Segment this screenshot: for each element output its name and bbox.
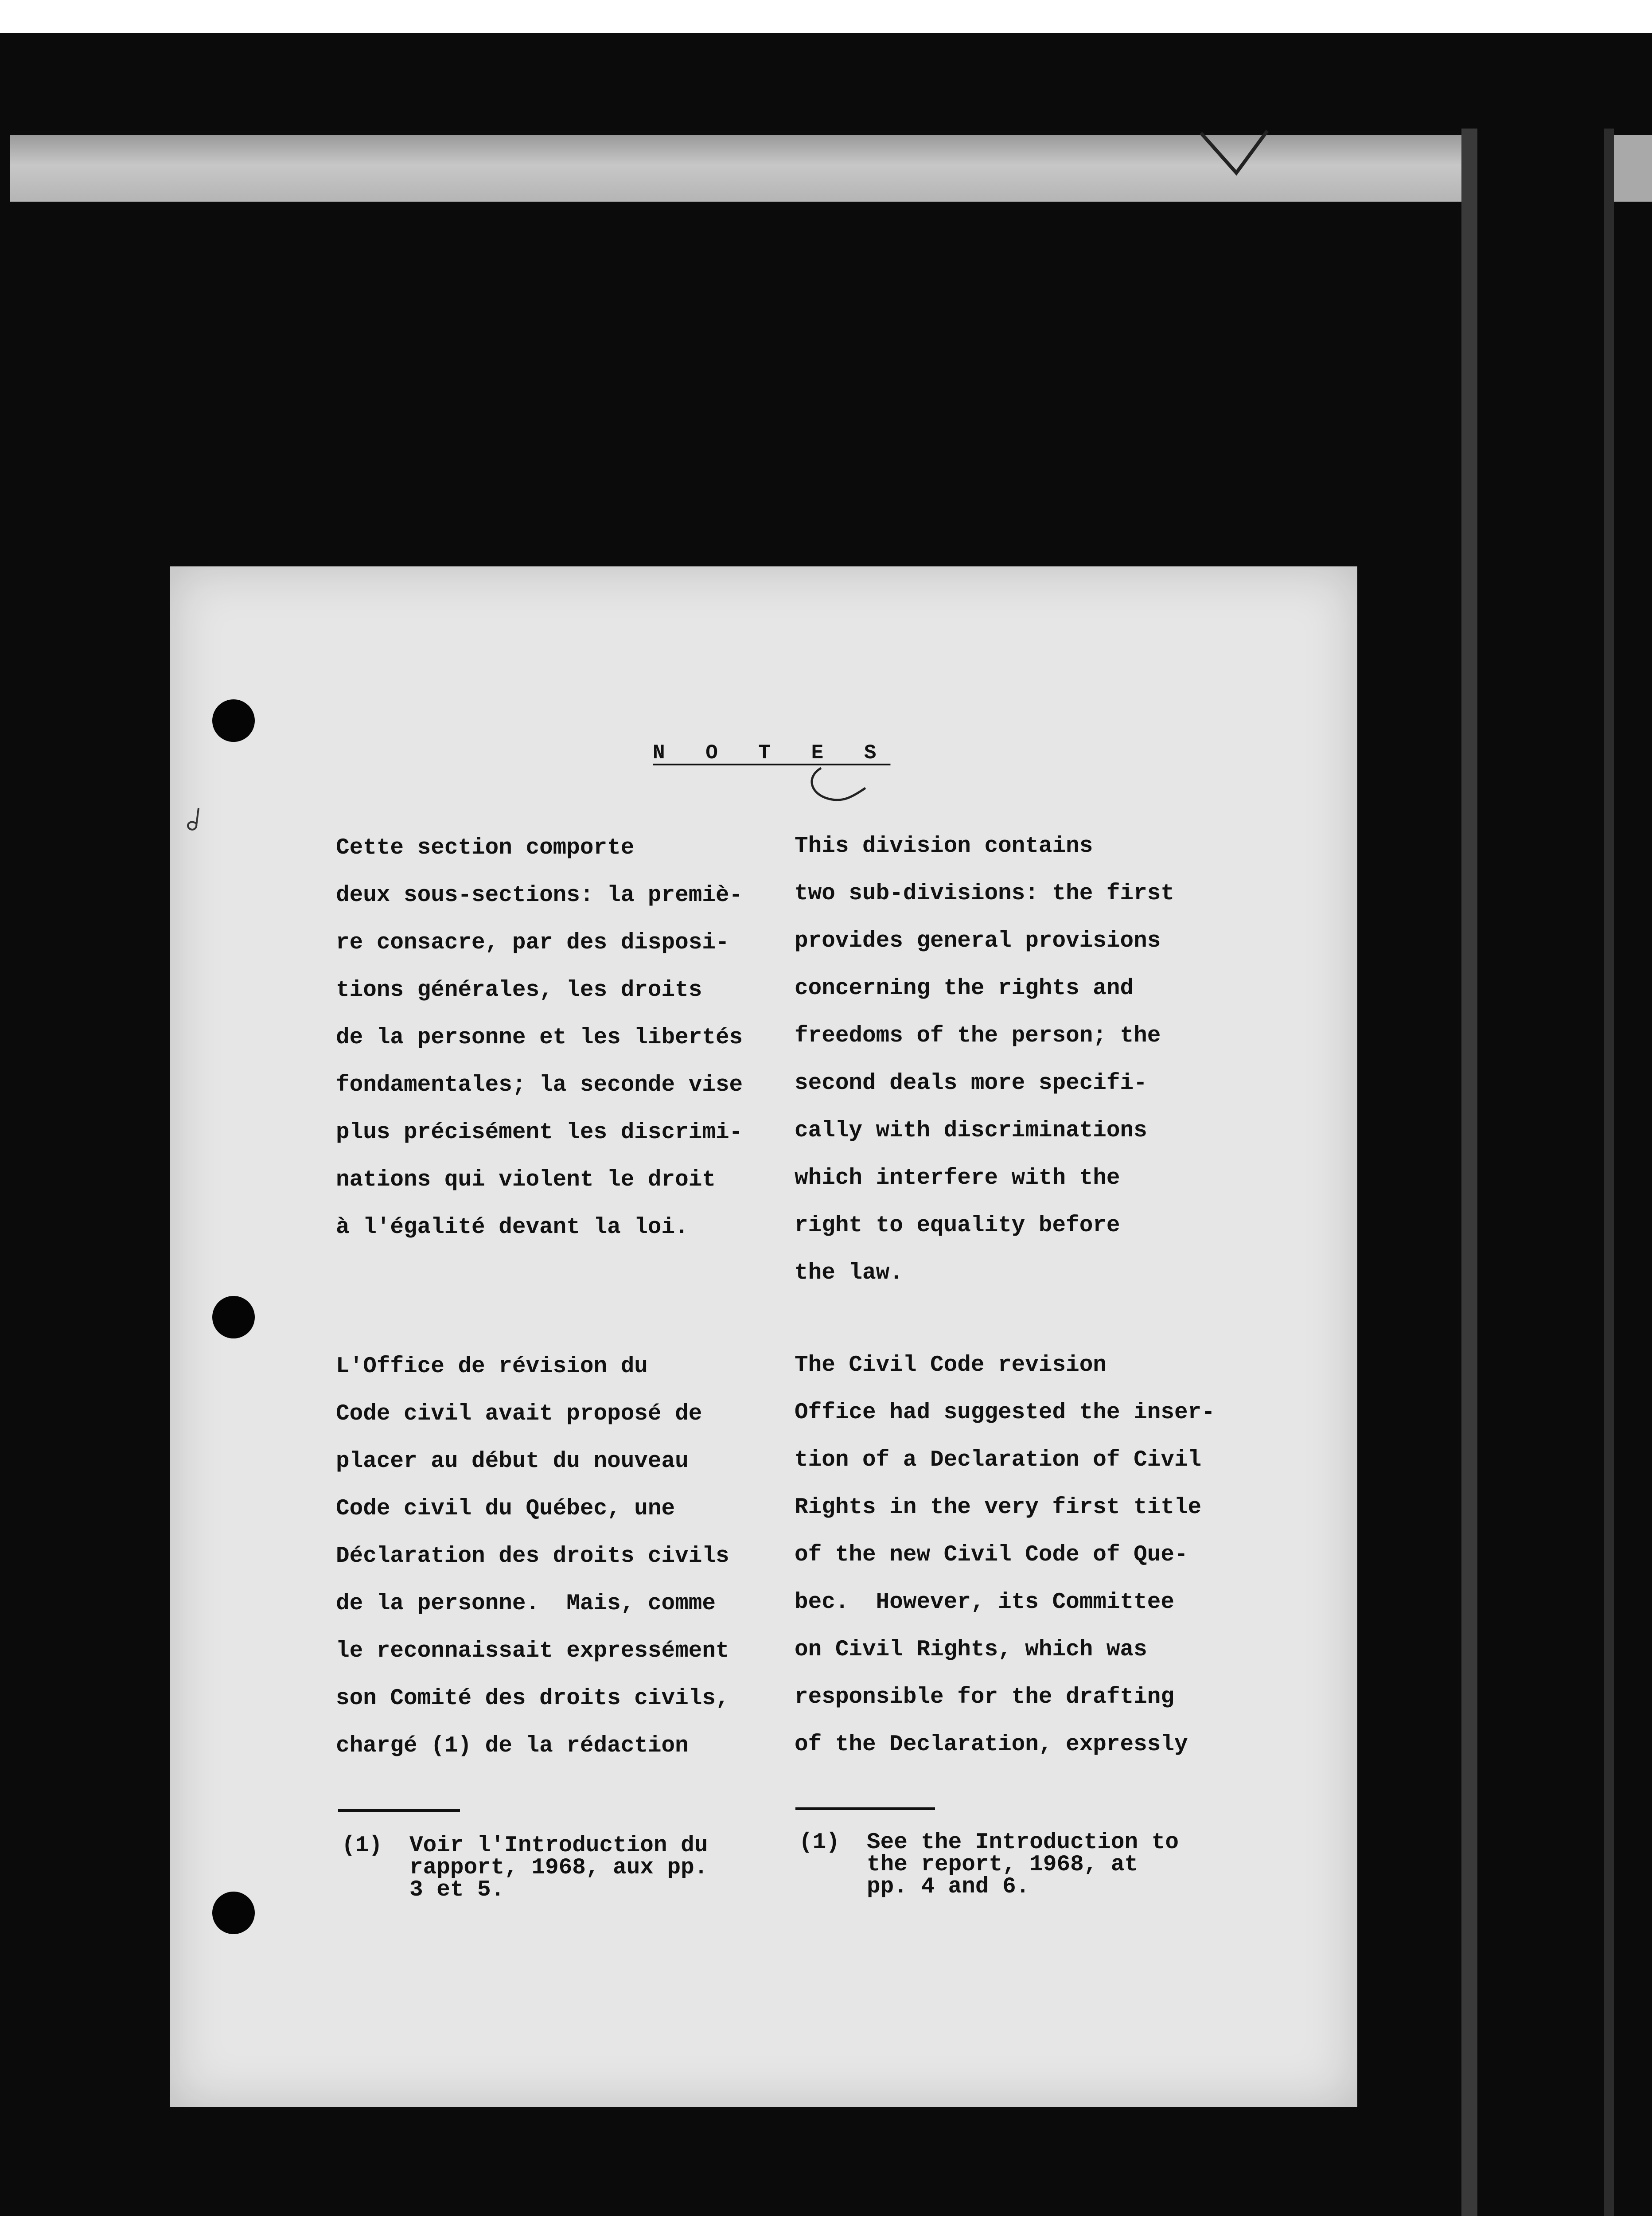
punch-hole-top xyxy=(212,699,255,742)
french-paragraph-2: L'Office de révision du Code civil avait proposé de placer au début du nouveau Code civil du Québec, une Déclaration des droits civils de la personne. Mais, comme le reconnaissait expressément son Comité des droits civils, chargé (1) de la rédaction xyxy=(336,1354,729,1759)
pen-squiggle-icon xyxy=(803,761,870,810)
frame-edge xyxy=(1461,129,1477,2216)
film-top-band-next-frame xyxy=(1613,135,1652,202)
check-mark-icon xyxy=(1196,129,1272,177)
document-page xyxy=(170,566,1357,2107)
punch-hole-middle xyxy=(212,1296,255,1338)
punch-hole-bottom xyxy=(212,1892,255,1934)
french-paragraph-1: Cette section comporte deux sous-sections: la premiè- re consacre, par des disposi- tions générales, les droits de la personne et les libertés fondamentales; la seconde vise plus précisément les discrimi- nations qui violent le droit à l'égalité devant la loi. xyxy=(336,835,743,1240)
english-footnote-rule xyxy=(795,1807,935,1810)
french-footnote-rule xyxy=(338,1809,460,1812)
margin-mark-icon xyxy=(183,806,205,832)
english-paragraph-2: The Civil Code revision Office had suggested the inser- tion of a Declaration of Civil Rights in the very first title of the new Civil Code of Que- bec. However, its Committee on Civil Rights, which was responsible for the drafting of the Declaration, expressly xyxy=(795,1353,1215,1757)
english-footnote: (1) See the Introduction to the report, 1968, at pp. 4 and 6. xyxy=(799,1830,1179,1900)
english-paragraph-1: This division contains two sub-divisions: the first provides general provisions concerning the rights and freedoms of the person; the second deals more specifi- cally with discriminations which interfere with the right to equality before the law. xyxy=(795,834,1174,1286)
next-frame-edge xyxy=(1604,129,1614,2216)
page-title: N O T E S xyxy=(653,741,891,765)
french-footnote: (1) Voir l'Introduction du rapport, 1968, aux pp. 3 et 5. xyxy=(342,1833,708,1903)
